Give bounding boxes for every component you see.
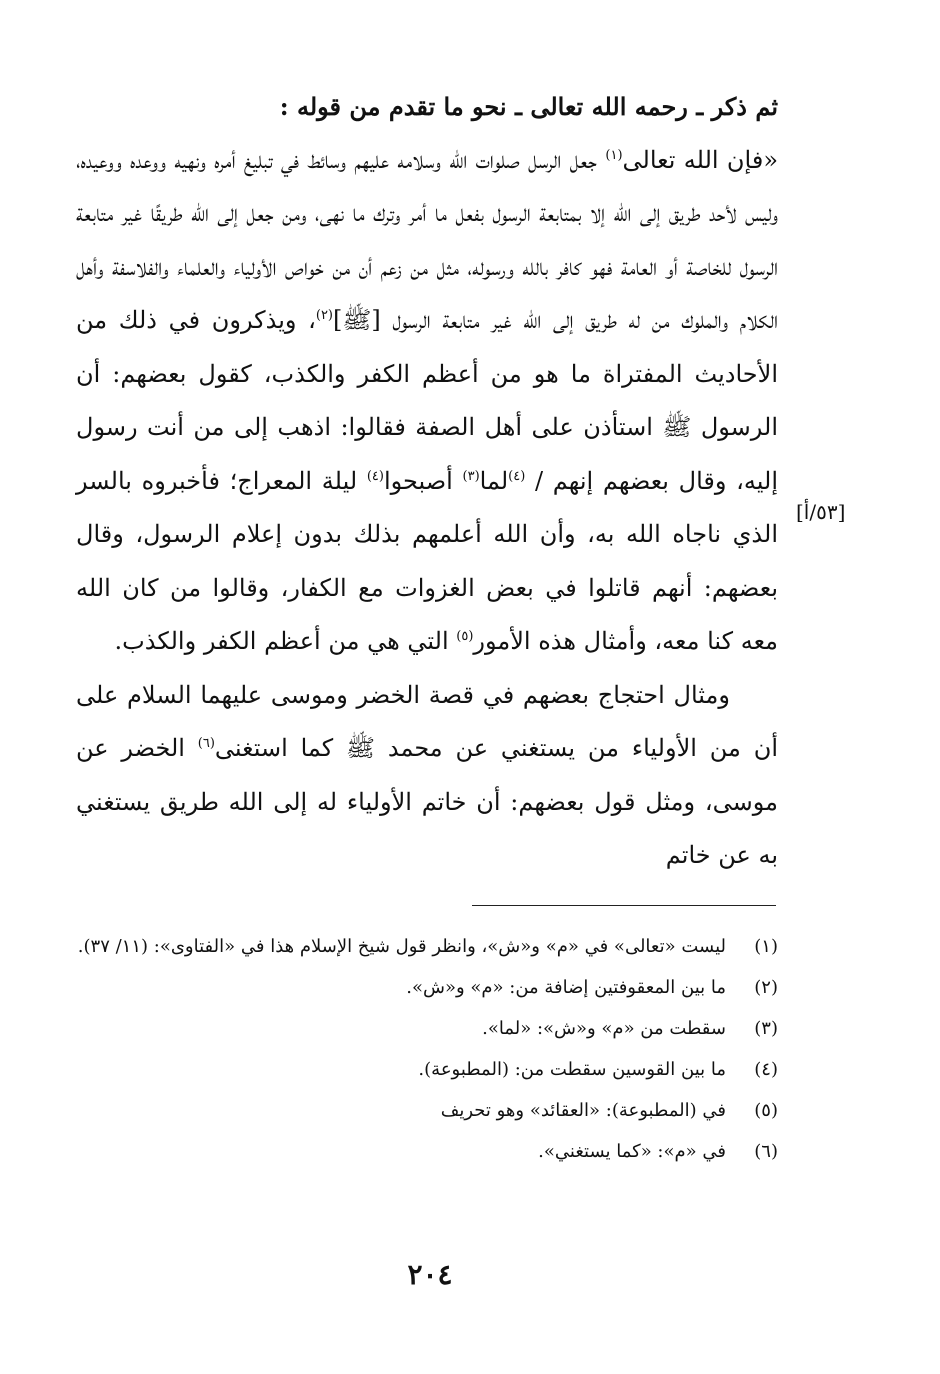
footnote-5 xyxy=(76,1096,778,1126)
footnote-6 xyxy=(76,1137,778,1167)
footnote-ref-5: (٥) xyxy=(456,629,474,644)
footnote-number: (١) xyxy=(754,936,778,957)
footnote-ref-6: (٦) xyxy=(197,736,215,751)
footnote-ref-4-open: (٤) xyxy=(508,468,526,484)
p2-text-b: الخضر عن موسى، ومثل قول بعضهم: أن خاتم الأولياء له إلى الله طريق يستغني به عن خاتم xyxy=(76,734,778,869)
footnote-text: سقطت من «م» و«ش»: «لما». xyxy=(482,1018,726,1039)
footnote-number: (٥) xyxy=(754,1100,778,1121)
footnote-ref-1: (١) xyxy=(605,147,623,163)
footnote-ref-3: (٣) xyxy=(462,468,480,484)
footnote-number: (٣) xyxy=(754,1018,778,1039)
paragraph-2 xyxy=(76,669,778,883)
footnote-text: ليست «تعالى» في «م» و«ش»، وانظر قول شيخ الإسلام هذا في «الفتاوى»: (١١/ ٣٧). xyxy=(77,936,726,957)
p2-text-a: ومثال احتجاج بعضهم في قصة الخضر وموسى عليهما السلام على أن من الأولياء من يستغني عن محمد ﷺ كما استغنى xyxy=(76,680,779,762)
p1-text-f: ليلة المعراج؛ فأخبروه بالسر الذي ناجاه الله به، وأن الله أعلمهم بذلك بدون إعلام الرسول، وقال بعضهم: أنهم قاتلوا في بعض الغزوات مع الكفار، وقالوا من كان الله معه كنا معه، وأمثال هذه الأمور xyxy=(76,466,778,655)
footnote-3 xyxy=(76,1014,778,1044)
main-text xyxy=(76,80,778,883)
intro-line: ثم ذكر ـ رحمه الله تعالى ـ نحو ما تقدم من قوله : xyxy=(279,92,778,121)
footnote-ref-2: (٢) xyxy=(315,308,333,323)
footnote-number: (٢) xyxy=(754,977,778,998)
p1-text-d: لما xyxy=(479,466,509,495)
footnote-number: (٦) xyxy=(754,1141,778,1162)
footnote-number: (٤) xyxy=(754,1059,778,1080)
footnotes xyxy=(76,932,778,1178)
footnote-ref-4-close: (٤) xyxy=(366,468,384,484)
page-number: ٢٠٤ xyxy=(407,1258,453,1291)
footnote-text: ما بين المعقوفتين إضافة من: «م» و«ش». xyxy=(406,977,726,998)
footnote-1 xyxy=(76,932,778,962)
p1-text-b: جعل الرسل صلوات الله وسلامه عليهم وسائط في تبليغ أمره ونهيه ووعده ووعيده، وليس لأحد طريق إلى الله إلا بمتابعة الرسول بفعل ما أمر وترك ما نهى، ومن جعل إلى الله طريقًا غير متابعة الرسول للخاصة أو العامة فهو كافر بالله ورسوله، مثل من زعم أن من خواص الأولياء والعلماء والفلاسفة وأهل الكلام والملوك من له طريق إلى الله غير متابعة الرسول [ﷺ] xyxy=(76,145,779,334)
p1-text-a: «فإن الله تعالى xyxy=(622,145,779,174)
footnote-2 xyxy=(76,973,778,1003)
p1-text-c: ، ويذكرون في ذلك من الأحاديث المفتراة ما هو من أعظم الكفر والكذب، كقول بعضهم: أن الرسول ﷺ استأذن على أهل الصفة فقالوا: اذهب إلى من أنت رسول إليه، وقال بعضهم إنهم / xyxy=(76,306,778,495)
footnote-4 xyxy=(76,1055,778,1085)
paragraph-1 xyxy=(76,134,778,669)
p1-text-e: أصبحوا xyxy=(383,466,463,495)
manuscript-folio-marker: [٥٣/أ] xyxy=(796,500,846,524)
p1-text-g: التي هي من أعظم الكفر والكذب. xyxy=(114,627,457,655)
footnote-text: في (المطبوعة): «العقائد» وهو تحريف xyxy=(440,1100,726,1121)
footnote-separator xyxy=(472,905,776,906)
footnote-text: ما بين القوسين سقطت من: (المطبوعة). xyxy=(418,1059,726,1080)
footnote-text: في «م»: «كما يستغني». xyxy=(538,1141,726,1162)
